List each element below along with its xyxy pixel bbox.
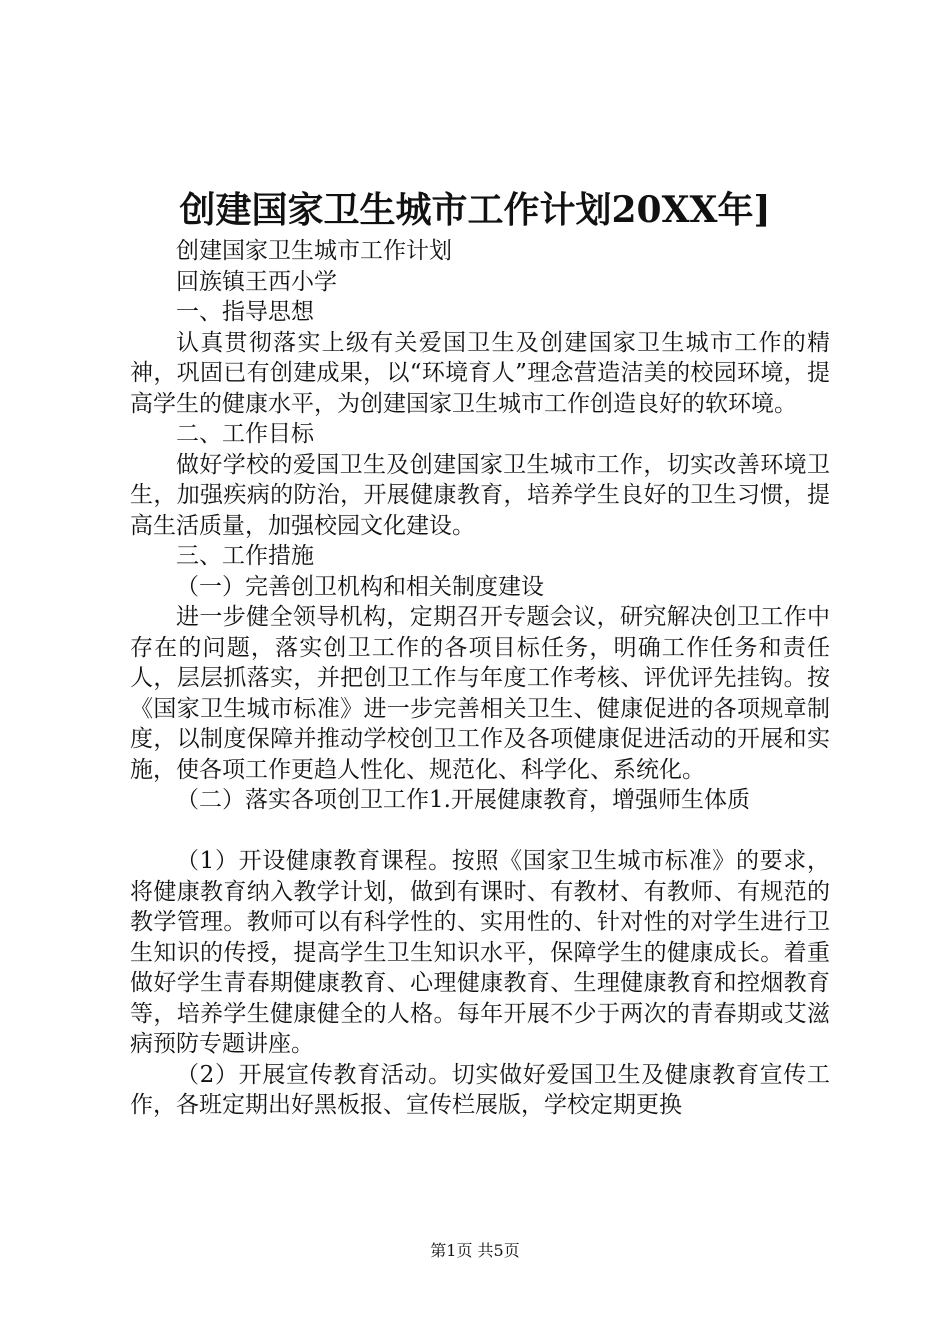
subheading-implement: （二）落实各项创卫工作1.开展健康教育，增强师生体质 [176, 787, 750, 813]
document-body [130, 236, 830, 1121]
paragraph-guiding-thought: 认真贯彻落实上级有关爱国卫生及创建国家卫生城市工作的精神，巩固已有创建成果，以“环境育人”理念营造洁美的校园环境，提高学生的健康水平，为创建国家卫生城市工作创造良好的软环境。 [130, 329, 830, 417]
heading-work-goals: 二、工作目标 [176, 421, 314, 447]
paragraph-subtitle: 创建国家卫生城市工作计划 [176, 238, 452, 264]
paragraph-work-goals: 做好学校的爱国卫生及创建国家卫生城市工作，切实改善环境卫生，加强疾病的防治，开展健康教育，培养学生良好的卫生习惯，提高生活质量，加强校园文化建设。 [130, 451, 830, 539]
paragraph-institutions: 进一步健全领导机构，定期召开专题会议，研究解决创卫工作中存在的问题，落实创卫工作的各项目标任务，明确工作任务和责任人，层层抓落实，并把创卫工作与年度工作考核、评优评先挂钩。按《国家卫生城市标准》进一步完善相关卫生、健康促进的各项规章制度，以制度保障并推动学校创卫工作及各项健康促进活动的开展和实施，使各项工作更趋人性化、规范化、科学化、系统化。 [130, 604, 830, 783]
heading-guiding-thought: 一、指导思想 [176, 299, 314, 325]
paragraph-publicity: （2）开展宣传教育活动。切实做好爱国卫生及健康教育宣传工作，各班定期出好黑板报、宣传栏展版，学校定期更换 [130, 1061, 830, 1118]
blank-line [130, 816, 830, 847]
heading-work-measures: 三、工作措施 [176, 543, 314, 569]
page-footer: 第1页 共5页 [430, 1241, 520, 1260]
subheading-institutions: （一）完善创卫机构和相关制度建设 [176, 573, 544, 600]
document-title: 创建国家卫生城市工作计划20XX年] [179, 189, 771, 231]
paragraph-health-course: （1）开设健康教育课程。按照《国家卫生城市标准》的要求，将健康教育纳入教学计划，做到有课时、有教材、有教师、有规范的教学管理。教师可以有科学性的、实用性的、针对性的对学生进行卫生知识的传授，提高学生卫生知识水平，保障学生的健康成长。着重做好学生青春期健康教育、心理健康教育、生理健康教育和控烟教育等，培养学生健康健全的人格。每年开展不少于两次的青春期或艾滋病预防专题讲座。 [130, 848, 830, 1057]
paragraph-school: 回族镇王西小学 [176, 268, 337, 295]
